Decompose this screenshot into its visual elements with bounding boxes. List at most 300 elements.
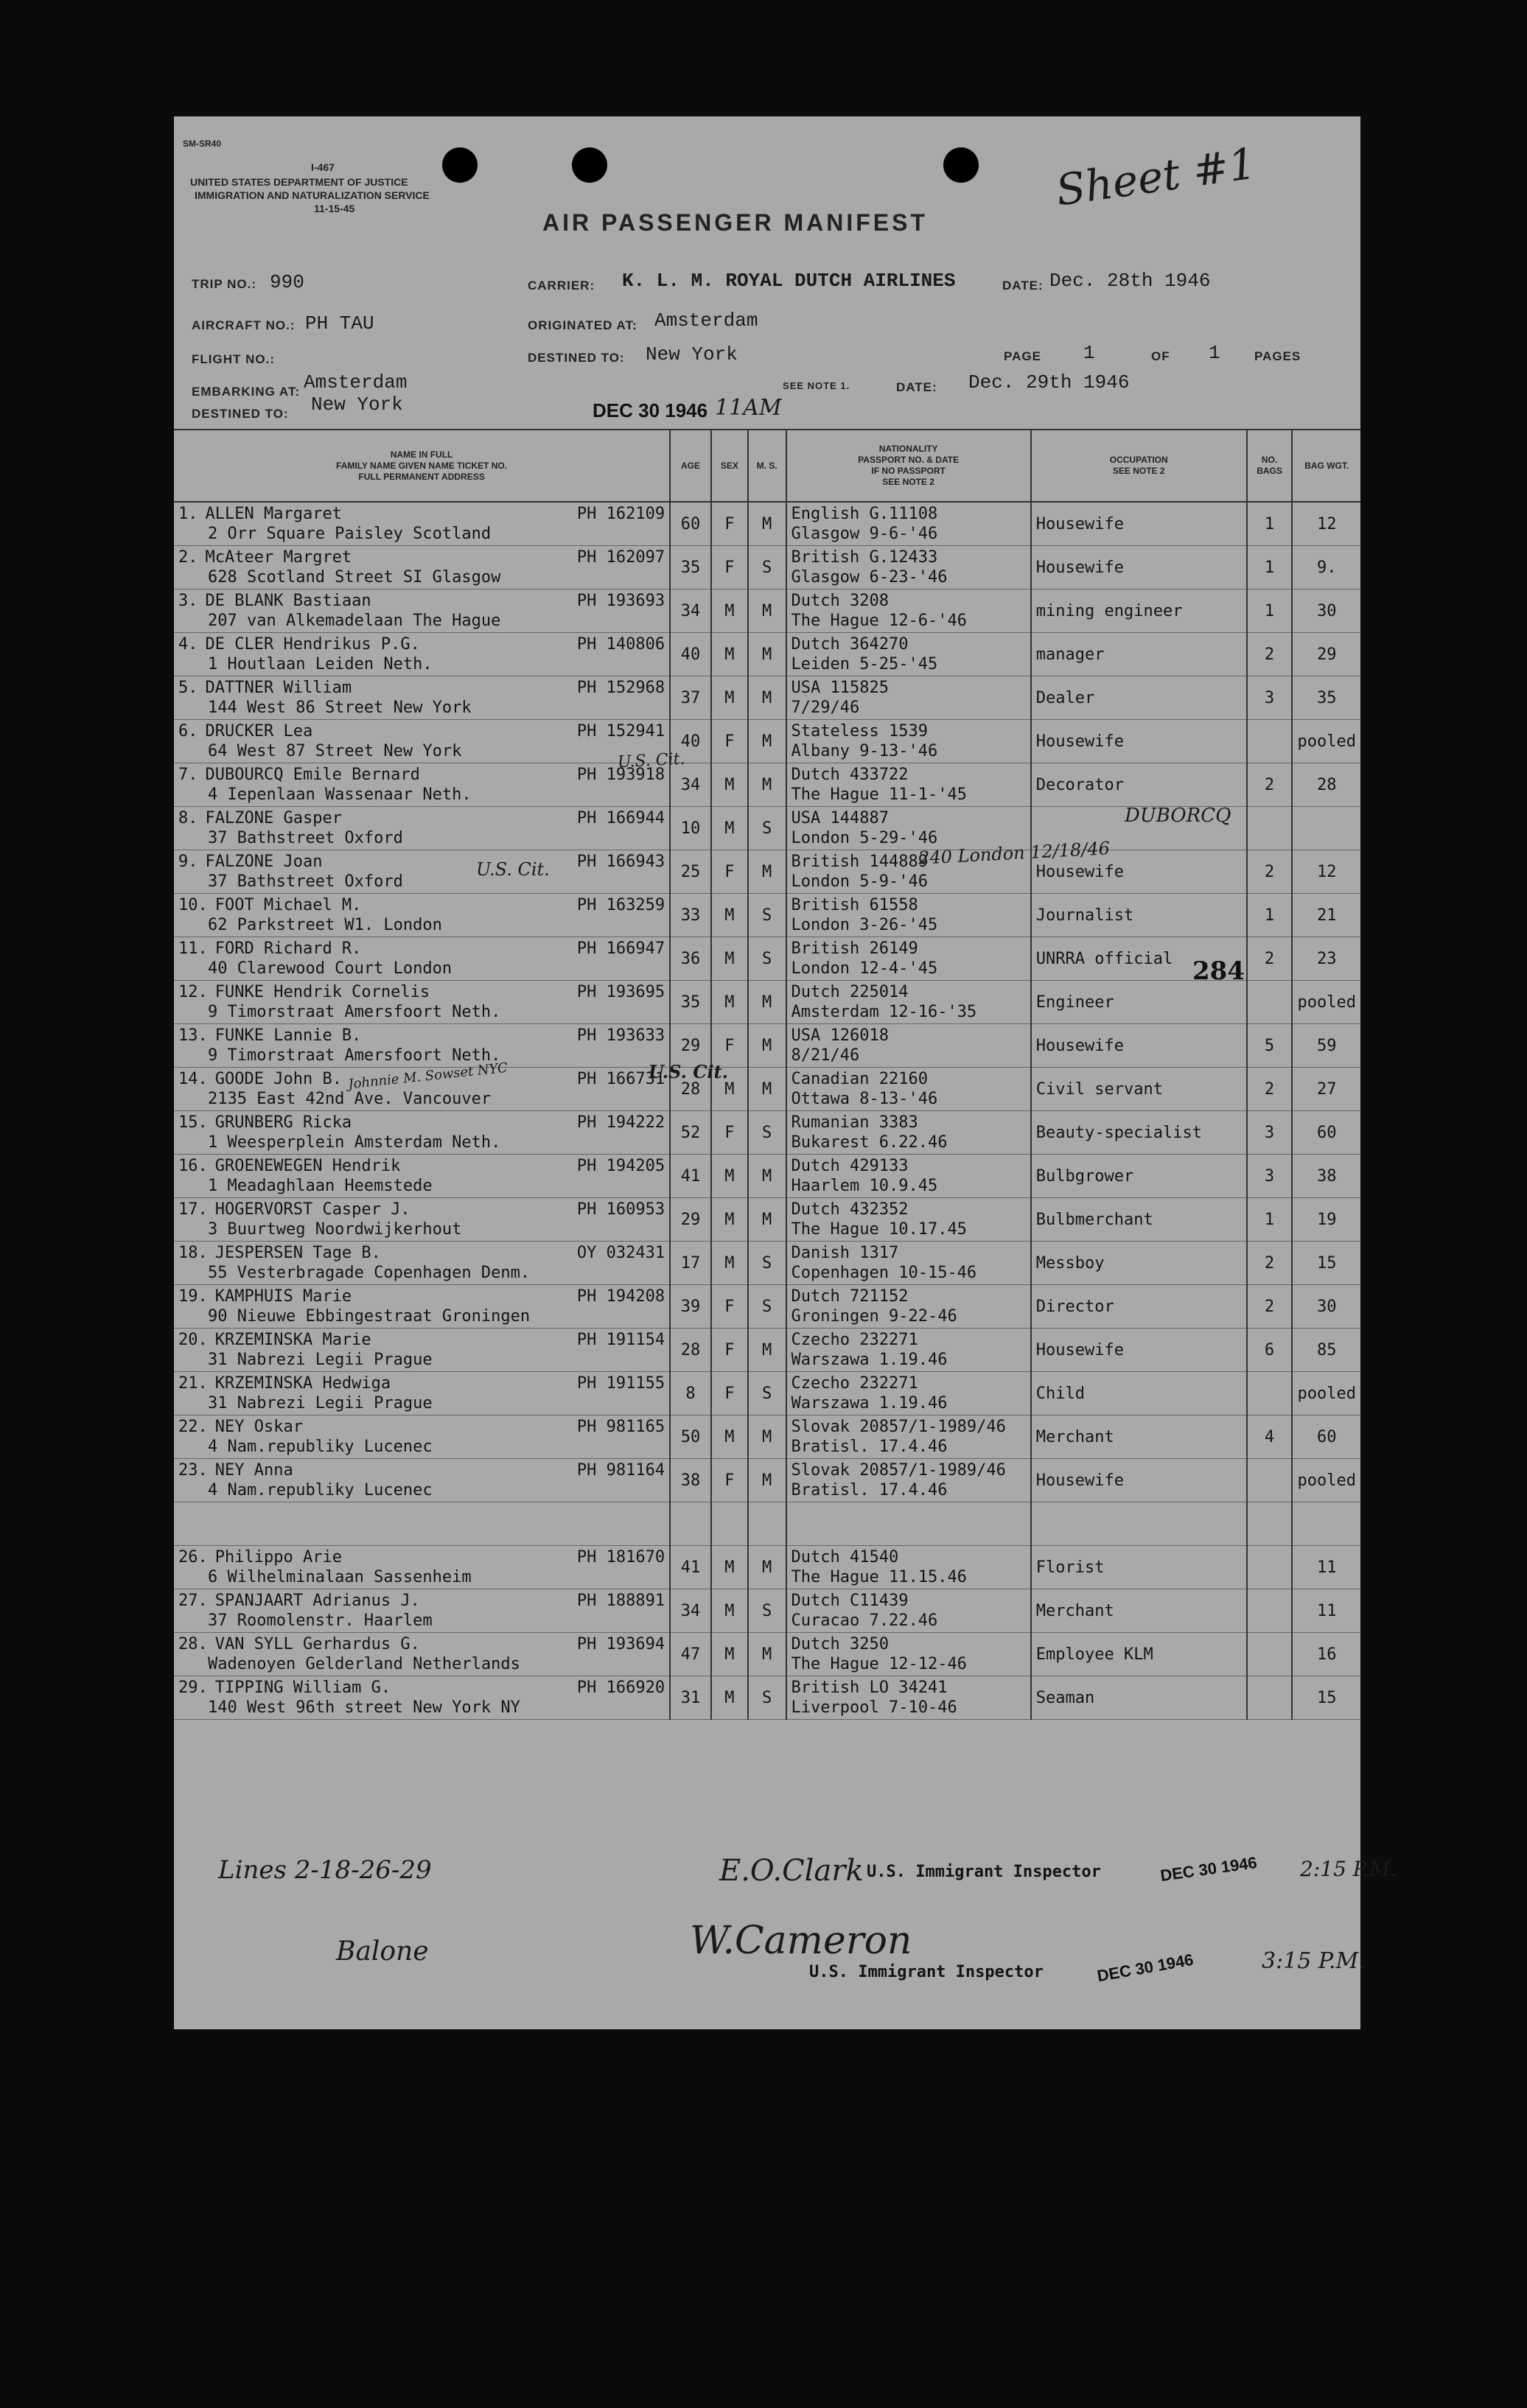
table-row — [174, 937, 1360, 981]
ticket-number: PH 181670 — [576, 1548, 665, 1567]
address: 207 van Alkemadelaan The Hague — [208, 612, 501, 630]
family-name: GRUNBERG Ricka — [214, 1113, 352, 1132]
address: 2135 East 42nd Ave. Vancouver — [208, 1090, 492, 1108]
name-cell — [174, 807, 670, 850]
ms-cell: M — [748, 1155, 786, 1198]
bags-cell: 1 — [1247, 546, 1293, 589]
weight-cell: 12 — [1292, 850, 1360, 894]
bags-cell — [1247, 1459, 1293, 1502]
inspection-stamp: DEC 30 1946 — [1159, 1852, 1259, 1886]
family-name: FALZONE Gasper — [205, 809, 342, 827]
nationality-cell — [786, 1329, 1031, 1372]
occupation-cell: Dealer — [1031, 676, 1247, 720]
age-cell: 34 — [670, 589, 711, 633]
nationality-cell — [786, 1155, 1031, 1198]
family-name: McAteer Margret — [205, 548, 352, 567]
ms-cell: S — [748, 894, 786, 937]
age-cell: 28 — [670, 1329, 711, 1372]
nationality-cell — [786, 546, 1031, 589]
occupation-cell: Child — [1031, 1372, 1247, 1415]
table-row — [174, 763, 1360, 807]
sex-cell: F — [711, 1329, 748, 1372]
occupation-cell: Housewife — [1031, 1459, 1247, 1502]
weight-cell: 11 — [1292, 1546, 1360, 1589]
ticket-number: PH 193693 — [576, 592, 665, 610]
row-number: 17. — [178, 1200, 208, 1219]
sex-cell: M — [711, 1676, 748, 1720]
uscit-annotation: U.S. Cit. — [476, 859, 550, 880]
address: 37 Bathstreet Oxford — [208, 872, 403, 891]
of-label: OF — [1151, 349, 1170, 363]
age-cell: 41 — [670, 1155, 711, 1198]
address: 9 Timorstraat Amersfoort Neth. — [208, 1003, 501, 1021]
handwritten-correction: Johnnie M. Sowset NYC — [347, 1060, 509, 1093]
sex-cell: F — [711, 1459, 748, 1502]
sex-cell: M — [711, 1068, 748, 1111]
name-cell — [174, 937, 670, 981]
row-number: 16. — [178, 1157, 208, 1175]
weight-cell: 27 — [1292, 1068, 1360, 1111]
family-name: NEY Anna — [214, 1461, 293, 1480]
passport-issue: Bratisl. 17.4.46 — [791, 1481, 948, 1499]
weight-cell: 12 — [1292, 502, 1360, 546]
table-row — [174, 1676, 1360, 1720]
ms-cell: S — [748, 1242, 786, 1285]
address: 55 Vesterbragade Copenhagen Denm. — [208, 1264, 531, 1282]
nationality-cell — [786, 1546, 1031, 1589]
sex-cell: M — [711, 1198, 748, 1242]
nationality: USA 126018 — [791, 1026, 889, 1045]
occupation-cell: Housewife — [1031, 1329, 1247, 1372]
ms-cell: M — [748, 633, 786, 676]
ticket-number: PH 152941 — [576, 722, 665, 741]
ms-cell: M — [748, 502, 786, 546]
family-name: KAMPHUIS Marie — [214, 1287, 352, 1306]
passenger-table — [174, 429, 1360, 1720]
uscit-annotation: U.S. Cit. — [649, 1061, 728, 1082]
sex-cell: M — [711, 981, 748, 1024]
nationality-cell — [786, 1068, 1031, 1111]
ticket-number: PH 981164 — [576, 1461, 665, 1480]
occupation-cell: Decorator — [1031, 763, 1247, 807]
age-cell: 36 — [670, 937, 711, 981]
table-row — [174, 1285, 1360, 1329]
address: 31 Nabrezi Legii Prague — [208, 1351, 433, 1369]
inspection-time: 2:15 P.M. — [1300, 1857, 1397, 1881]
nationality: British G.12433 — [791, 548, 938, 567]
occupation-cell: Housewife — [1031, 850, 1247, 894]
name-cell — [174, 1024, 670, 1068]
table-row — [174, 981, 1360, 1024]
family-name: FUNKE Hendrik Cornelis — [214, 983, 430, 1001]
ms-cell: M — [748, 1546, 786, 1589]
passport-issue: Warszawa 1.19.46 — [791, 1351, 948, 1369]
ms-cell: S — [748, 807, 786, 850]
nationality-cell — [786, 763, 1031, 807]
ms-cell: S — [748, 546, 786, 589]
sex-cell: F — [711, 850, 748, 894]
nationality: Dutch 225014 — [791, 983, 909, 1001]
table-row — [174, 1155, 1360, 1198]
occupation-cell: UNRRA official — [1031, 937, 1247, 981]
name-cell — [174, 981, 670, 1024]
passport-issue: The Hague 10.17.45 — [791, 1220, 967, 1239]
occupation-cell: Merchant — [1031, 1589, 1247, 1633]
occupation-cell: Beauty-specialist — [1031, 1111, 1247, 1155]
table-header — [174, 430, 1360, 502]
table-row — [174, 894, 1360, 937]
passport-issue: Curacao 7.22.46 — [791, 1611, 938, 1630]
bags-cell: 6 — [1247, 1329, 1293, 1372]
bags-cell: 1 — [1247, 894, 1293, 937]
col-ms: M. S. — [748, 430, 786, 502]
nationality: Dutch 3208 — [791, 592, 889, 610]
row-number: 11. — [178, 939, 208, 958]
age-cell: 34 — [670, 1589, 711, 1633]
row-number: 3. — [178, 592, 198, 610]
aircraft-no: PH TAU — [305, 312, 374, 335]
address: 9 Timorstraat Amersfoort Neth. — [208, 1046, 501, 1065]
weight-cell: 85 — [1292, 1329, 1360, 1372]
row-number: 4. — [178, 635, 198, 654]
address: 90 Nieuwe Ebbingestraat Groningen — [208, 1307, 531, 1326]
age-cell: 31 — [670, 1676, 711, 1720]
punch-hole — [572, 147, 607, 183]
address: 62 Parkstreet W1. London — [208, 916, 442, 934]
nationality: Dutch 3250 — [791, 1635, 889, 1653]
occupation-cell: Director — [1031, 1285, 1247, 1329]
bags-cell — [1247, 720, 1293, 763]
ticket-number: PH 166943 — [576, 853, 665, 871]
name-cell — [174, 1415, 670, 1459]
bags-cell: 3 — [1247, 1155, 1293, 1198]
bags-cell: 2 — [1247, 1242, 1293, 1285]
col-occupation: OCCUPATION SEE NOTE 2 — [1031, 430, 1247, 502]
table-row — [174, 1111, 1360, 1155]
ticket-number: PH 166731 — [576, 1070, 665, 1088]
bags-cell: 3 — [1247, 1111, 1293, 1155]
nationality: British 61558 — [791, 896, 918, 914]
bags-cell: 2 — [1247, 937, 1293, 981]
age-cell: 41 — [670, 1546, 711, 1589]
weight-cell: pooled — [1292, 1459, 1360, 1502]
name-cell — [174, 676, 670, 720]
sex-cell: M — [711, 1589, 748, 1633]
age-cell: 47 — [670, 1633, 711, 1676]
sheet-note: Sheet #1 — [1052, 138, 1259, 216]
date: Dec. 28th 1946 — [1049, 270, 1211, 292]
weight-cell: 19 — [1292, 1198, 1360, 1242]
ms-cell: S — [748, 1676, 786, 1720]
ticket-number: PH 160953 — [576, 1200, 665, 1219]
table-row — [174, 1372, 1360, 1415]
nationality: British LO 34241 — [791, 1679, 948, 1697]
sex-cell: F — [711, 1024, 748, 1068]
name-cell — [174, 894, 670, 937]
row-number: 5. — [178, 679, 198, 697]
nationality-cell — [786, 1459, 1031, 1502]
ticket-number: PH 194205 — [576, 1157, 665, 1175]
ms-cell: M — [748, 1459, 786, 1502]
page-label: PAGE — [1004, 349, 1041, 363]
occupation-cell: Merchant — [1031, 1415, 1247, 1459]
page: 1 — [1083, 342, 1095, 364]
page-title: AIR PASSENGER MANIFEST — [542, 209, 928, 236]
weight-cell — [1292, 807, 1360, 850]
sex-cell: M — [711, 763, 748, 807]
nationality: Dutch C11439 — [791, 1592, 909, 1610]
punch-hole — [943, 147, 979, 183]
family-name: Philippo Arie — [214, 1548, 342, 1567]
row-number: 8. — [178, 809, 198, 827]
destined-to-label: DESTINED TO: — [192, 407, 289, 421]
carrier-label: CARRIER: — [528, 279, 595, 293]
omitted-rows-gap — [174, 1502, 1360, 1546]
bags-cell: 2 — [1247, 1068, 1293, 1111]
nationality-cell — [786, 1589, 1031, 1633]
sex-cell: M — [711, 1415, 748, 1459]
family-name: FOOT Michael M. — [214, 896, 362, 914]
passport-issue: London 5-9-'46 — [791, 872, 928, 891]
passport-issue: Bratisl. 17.4.46 — [791, 1438, 948, 1456]
weight-cell: 35 — [1292, 676, 1360, 720]
form-code: SM-SR40 — [183, 139, 222, 149]
sex-cell: M — [711, 1155, 748, 1198]
name-cell — [174, 1589, 670, 1633]
age-cell: 34 — [670, 763, 711, 807]
address: 4 Iepenlaan Wassenaar Neth. — [208, 785, 472, 804]
sex-cell: M — [711, 633, 748, 676]
nationality-cell — [786, 1285, 1031, 1329]
col-name: NAME IN FULL FAMILY NAME GIVEN NAME TICKET NO. FULL PERMANENT ADDRESS — [174, 430, 670, 502]
passport-issue: Ottawa 8-13-'46 — [791, 1090, 938, 1108]
row-number: 21. — [178, 1374, 208, 1393]
passport-issue: The Hague 12-6-'46 — [791, 612, 967, 630]
ms-cell: S — [748, 1589, 786, 1633]
name-cell — [174, 1285, 670, 1329]
ticket-number: PH 162097 — [576, 548, 665, 567]
weight-cell: pooled — [1292, 720, 1360, 763]
age-cell: 40 — [670, 720, 711, 763]
ticket-number: PH 193918 — [576, 766, 665, 784]
nationality: Danish 1317 — [791, 1244, 899, 1262]
family-name: GROENEWEGEN Hendrik — [214, 1157, 401, 1175]
ticket-number: PH 193633 — [576, 1026, 665, 1045]
nationality: Dutch 41540 — [791, 1548, 899, 1567]
weight-cell: 60 — [1292, 1415, 1360, 1459]
ms-cell: M — [748, 1329, 786, 1372]
weight-cell: 28 — [1292, 763, 1360, 807]
address: 1 Meadaghlaan Heemstede — [208, 1177, 433, 1195]
address: 31 Nabrezi Legii Prague — [208, 1394, 433, 1413]
embarking-label: EMBARKING AT: — [192, 385, 301, 399]
address: 4 Nam.republiky Lucenec — [208, 1481, 433, 1499]
ms-cell: M — [748, 720, 786, 763]
nationality: Rumanian 3383 — [791, 1113, 918, 1132]
age-cell: 29 — [670, 1198, 711, 1242]
occupation-cell: Housewife — [1031, 720, 1247, 763]
occupation-cell: manager — [1031, 633, 1247, 676]
weight-cell: pooled — [1292, 981, 1360, 1024]
ms-cell: M — [748, 850, 786, 894]
trip-no-label: TRIP NO.: — [192, 277, 257, 291]
row-number: 20. — [178, 1331, 208, 1349]
arrival-stamp: DEC 30 1946 — [593, 399, 708, 421]
bags-cell: 2 — [1247, 633, 1293, 676]
ticket-number: PH 191155 — [576, 1374, 665, 1393]
handwritten-correction: 240 London 12/18/46 — [918, 838, 1111, 869]
age-cell: 50 — [670, 1415, 711, 1459]
passport-issue: Copenhagen 10-15-46 — [791, 1264, 977, 1282]
occupation-cell: Housewife — [1031, 502, 1247, 546]
nationality-cell — [786, 937, 1031, 981]
row-number: 26. — [178, 1548, 208, 1567]
name-cell — [174, 1242, 670, 1285]
name-cell — [174, 1329, 670, 1372]
ms-cell: S — [748, 1372, 786, 1415]
name-cell — [174, 502, 670, 546]
nationality: USA 115825 — [791, 679, 889, 697]
nationality-cell — [786, 1198, 1031, 1242]
row-number: 2. — [178, 548, 198, 567]
sex-cell: M — [711, 589, 748, 633]
passport-issue: The Hague 11.15.46 — [791, 1568, 967, 1586]
col-bags: NO. BAGS — [1247, 430, 1293, 502]
col-nationality: NATIONALITY PASSPORT NO. & DATE IF NO PASSPORT SEE NOTE 2 — [786, 430, 1031, 502]
family-name: DATTNER William — [205, 679, 352, 697]
table-row — [174, 1329, 1360, 1372]
age-cell: 37 — [670, 676, 711, 720]
bags-cell: 1 — [1247, 589, 1293, 633]
nationality-cell — [786, 720, 1031, 763]
row-number: 22. — [178, 1418, 208, 1436]
nationality: Dutch 433722 — [791, 766, 909, 784]
weight-cell: 9. — [1292, 546, 1360, 589]
address: 37 Roomolenstr. Haarlem — [208, 1611, 433, 1630]
weight-cell: 15 — [1292, 1242, 1360, 1285]
row-number: 14. — [178, 1070, 208, 1088]
occupation-cell: Bulbgrower — [1031, 1155, 1247, 1198]
bags-cell — [1247, 1546, 1293, 1589]
nationality: English G.11108 — [791, 505, 938, 523]
bags-cell: 5 — [1247, 1024, 1293, 1068]
trip-no: 990 — [270, 271, 304, 293]
table-row — [174, 1024, 1360, 1068]
age-cell: 60 — [670, 502, 711, 546]
inspector-title: U.S. Immigrant Inspector — [867, 1863, 1101, 1881]
table-row — [174, 633, 1360, 676]
age-cell: 29 — [670, 1024, 711, 1068]
address: 3 Buurtweg Noordwijkerhout — [208, 1220, 462, 1239]
uscit-annotation: U.S. Cit. — [617, 749, 686, 772]
sex-cell: F — [711, 720, 748, 763]
col-age: AGE — [670, 430, 711, 502]
row-number: 10. — [178, 896, 208, 914]
nationality-cell — [786, 894, 1031, 937]
ticket-number: PH 152968 — [576, 679, 665, 697]
row-number: 6. — [178, 722, 198, 741]
row-number: 29. — [178, 1679, 208, 1697]
age-cell: 40 — [670, 633, 711, 676]
ticket-number: PH 166947 — [576, 939, 665, 958]
sex-cell: M — [711, 894, 748, 937]
address: 140 West 96th street New York NY — [208, 1698, 520, 1717]
weight-cell: pooled — [1292, 1372, 1360, 1415]
nationality: Canadian 22160 — [791, 1070, 928, 1088]
col-weight: BAG WGT. — [1292, 430, 1360, 502]
bags-cell — [1247, 1676, 1293, 1720]
weight-cell: 60 — [1292, 1111, 1360, 1155]
nationality: Dutch 364270 — [791, 635, 909, 654]
ms-cell: M — [748, 763, 786, 807]
ticket-number: PH 166944 — [576, 809, 665, 827]
name-cell — [174, 1155, 670, 1198]
nationality: Czecho 232271 — [791, 1374, 918, 1393]
nationality-cell — [786, 1676, 1031, 1720]
address: 4 Nam.republiky Lucenec — [208, 1438, 433, 1456]
family-name: KRZEMINSKA Marie — [214, 1331, 371, 1349]
inspector-signature: E.O.Clark — [719, 1854, 864, 1888]
table-row — [174, 1459, 1360, 1502]
weight-cell: 38 — [1292, 1155, 1360, 1198]
age-cell: 25 — [670, 850, 711, 894]
sex-cell: F — [711, 502, 748, 546]
nationality: Dutch 721152 — [791, 1287, 909, 1306]
nationality: Czecho 232271 — [791, 1331, 918, 1349]
bags-cell: 3 — [1247, 676, 1293, 720]
ticket-number: PH 166920 — [576, 1679, 665, 1697]
table-row — [174, 502, 1360, 546]
row-number: 28. — [178, 1635, 208, 1653]
occupation-cell: Employee KLM — [1031, 1633, 1247, 1676]
address: 64 West 87 Street New York — [208, 742, 462, 760]
nationality-cell — [786, 633, 1031, 676]
row-number: 27. — [178, 1592, 208, 1610]
destined-label: DESTINED TO: — [528, 351, 625, 365]
nationality: Dutch 432352 — [791, 1200, 909, 1219]
table-row — [174, 850, 1360, 894]
nationality-cell — [786, 1372, 1031, 1415]
table-row — [174, 589, 1360, 633]
weight-cell: 21 — [1292, 894, 1360, 937]
passport-issue: London 12-4-'45 — [791, 959, 938, 978]
sex-cell: F — [711, 1372, 748, 1415]
date2: Dec. 29th 1946 — [968, 371, 1130, 393]
col-sex: SEX — [711, 430, 748, 502]
passport-issue: Amsterdam 12-16-'35 — [791, 1003, 977, 1021]
family-name: TIPPING William G. — [214, 1679, 391, 1697]
age-cell: 33 — [670, 894, 711, 937]
sex-cell: M — [711, 676, 748, 720]
originated-label: ORIGINATED AT: — [528, 318, 637, 332]
ms-cell: S — [748, 1111, 786, 1155]
family-name: VAN SYLL Gerhardus G. — [214, 1635, 420, 1653]
nationality-cell — [786, 676, 1031, 720]
passport-issue: Groningen 9-22-46 — [791, 1307, 957, 1326]
age-cell: 8 — [670, 1372, 711, 1415]
address: 144 West 86 Street New York — [208, 699, 472, 717]
passport-issue: The Hague 12-12-46 — [791, 1655, 967, 1673]
row-number: 19. — [178, 1287, 208, 1306]
address: Wadenoyen Gelderland Netherlands — [208, 1655, 520, 1673]
aircraft-no-label: AIRCRAFT NO.: — [192, 318, 296, 332]
nationality-cell — [786, 1415, 1031, 1459]
age-cell: 38 — [670, 1459, 711, 1502]
family-name: DE BLANK Bastiaan — [205, 592, 371, 610]
occupation-cell: Housewife — [1031, 1024, 1247, 1068]
ticket-number: OY 032431 — [576, 1244, 665, 1262]
agency-line-1: UNITED STATES DEPARTMENT OF JUSTICE — [190, 176, 408, 188]
